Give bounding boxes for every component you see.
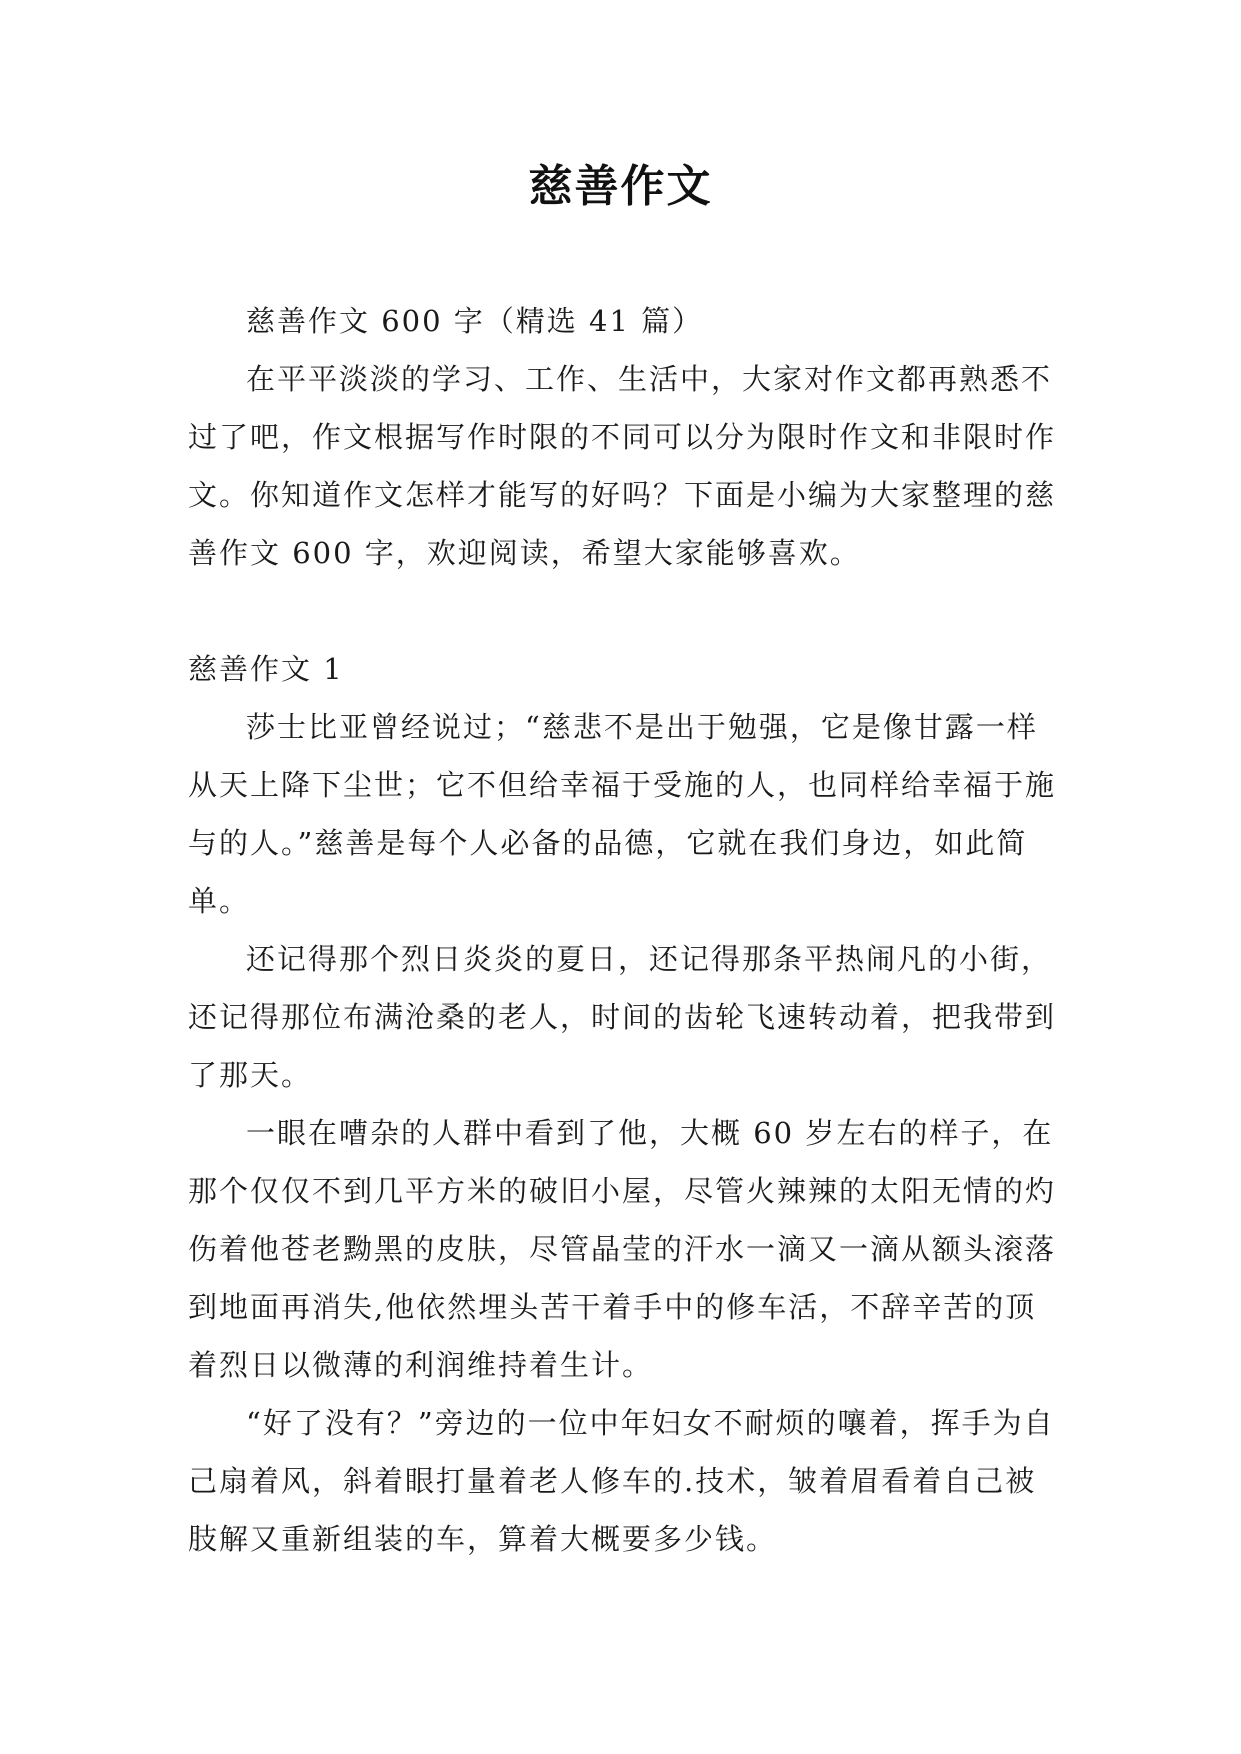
section-heading: 慈善作文 1 — [188, 652, 344, 686]
body-paragraph: 还记得那个烈日炎炎的夏日，还记得那条平热闹凡的小街，还记得那位布满沧桑的老人，时间的齿轮飞速转动着，把我带到了那天。 — [188, 942, 1057, 1092]
document-body — [188, 292, 1056, 1568]
body-paragraph: “好了没有？”旁边的一位中年妇女不耐烦的嚷着，挥手为自己扇着风，斜着眼打量着老人修车的.技术，皱着眉看着自己被肢解又重新组装的车，算着大概要多少钱。 — [188, 1406, 1055, 1556]
body-paragraph: 莎士比亚曾经说过；“慈悲不是出于勉强，它是像甘露一样从天上降下尘世；它不但给幸福于受施的人，也同样给幸福于施与的人。”慈善是每个人必备的品德，它就在我们身边，如此简单。 — [188, 710, 1057, 918]
body-paragraph: 一眼在嘈杂的人群中看到了他，大概 60 岁左右的样子，在那个仅仅不到几平方米的破旧小屋，尽管火辣辣的太阳无情的灼伤着他苍老黝黑的皮肤，尽管晶莹的汗水一滴又一滴从额头滚落到地面再消失,他依然埋头苦干着手中的修车活，不辞辛苦的顶着烈日以微薄的利润维持着生计。 — [188, 1116, 1057, 1382]
document-subtitle: 慈善作文 600 字（精选 41 篇） — [246, 304, 704, 338]
document-title: 慈善作文 — [528, 161, 713, 212]
intro-paragraph: 在平平淡淡的学习、工作、生活中，大家对作文都再熟悉不过了吧，作文根据写作时限的不同可以分为限时作文和非限时作文。你知道作文怎样才能写的好吗？下面是小编为大家整理的慈善作文 600 字，欢迎阅读，希望大家能够喜欢。 — [188, 362, 1057, 570]
